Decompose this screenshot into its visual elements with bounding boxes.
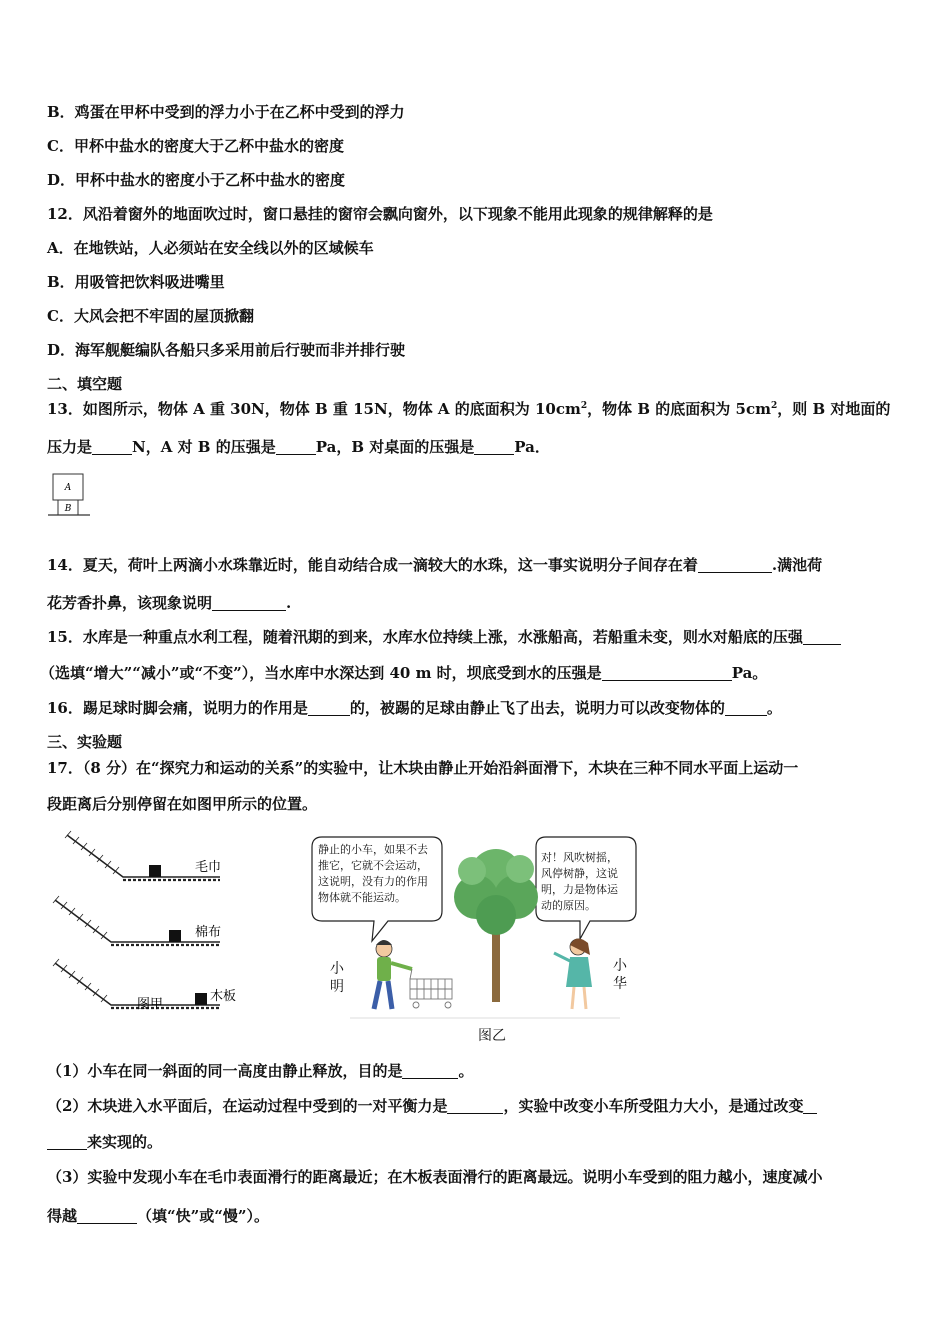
right-bubble-line: 风停树静，这说: [541, 867, 618, 880]
q14-text-2: .满池荷: [771, 556, 823, 574]
q14-text-1: 14．夏天，荷叶上两滴小水珠靠近时，能自动结合成一滴较大的水珠，这一事实说明分子间存在着: [47, 556, 698, 574]
left-bubble-line: 静止的小车，如果不去: [318, 843, 428, 856]
xiaohua-char: 小: [613, 958, 627, 974]
q13-blank-1[interactable]: [92, 440, 132, 455]
q17-sub2-text-2: ，实验中改变小车所受阻力大小，是通过改变: [503, 1097, 804, 1115]
left-bubble-text: [318, 842, 428, 906]
boy-xiaoming-icon: [374, 940, 412, 1009]
tree-icon: [454, 849, 538, 1002]
q14-text-4: .: [286, 594, 292, 612]
q11-option-d: D．甲杯中盐水的密度小于乙杯中盐水的密度: [47, 171, 346, 189]
girl-xiaohua-icon: [554, 938, 592, 1009]
surface-towel-label: 毛巾: [195, 860, 222, 875]
q17-sub3-cont: [47, 1206, 269, 1226]
right-bubble-text: [541, 850, 618, 914]
q16-blank-2[interactable]: [725, 701, 767, 716]
right-bubble-line: 动的原因。: [541, 899, 596, 912]
xiaoming-char: 小: [330, 961, 344, 977]
q13-line2: [47, 437, 550, 457]
q16-blank-1[interactable]: [308, 701, 350, 716]
xiaohua-char: 华: [613, 976, 627, 992]
q13-text-5: N，A 对 B 的压强是: [132, 438, 276, 456]
q12-option-a: A．在地铁站，人必须站在安全线以外的区域候车: [47, 239, 374, 257]
q17-line1: 17．（8 分）在“探究力和运动的关系”的实验中，让木块由静止开始沿斜面滑下，木块在三种不同水平面上运动一: [47, 759, 799, 777]
q13-blank-2[interactable]: [276, 440, 316, 455]
cart-icon: [410, 969, 452, 1008]
q15-text-1: 15．水库是一种重点水利工程，随着汛期的到来，水库水位持续上涨，水涨船高，若船重未变，则水对船底的压强: [47, 628, 803, 646]
q17-sub1-text: （1）小车在同一斜面的同一高度由静止释放，目的是: [47, 1062, 403, 1080]
q14-text-3: 花芳香扑鼻，该现象说明: [47, 594, 213, 612]
right-bubble-line: 明，力是物体运: [541, 883, 618, 896]
q15-blank-1[interactable]: [803, 630, 841, 645]
figure-jia-slopes: [45, 825, 255, 1020]
surface-wood-label: 木板: [210, 989, 237, 1004]
q17-blank-3b[interactable]: [47, 1135, 87, 1150]
xiaoming-label: [330, 960, 344, 996]
q12-option-d: D．海军舰艇编队各船只多采用前后行驶而非并排行驶: [47, 341, 406, 359]
q17-sub3: （3）实验中发现小车在毛巾表面滑行的距离最近；在木板表面滑行的距离最远。说明小车受到的阻力越小，速度减小: [47, 1168, 823, 1186]
left-bubble-line: 物体就不能运动。: [318, 891, 406, 904]
q13-text-2: ，物体 B 的底面积为 5cm: [587, 400, 771, 418]
q13-blocks-figure: [44, 470, 94, 522]
q11-option-b: B．鸡蛋在甲杯中受到的浮力小于在乙杯中受到的浮力: [47, 103, 405, 121]
q13-blank-3[interactable]: [474, 440, 514, 455]
q14-line1: [47, 555, 822, 575]
q13-text-7: Pa．: [514, 438, 550, 456]
q13-block-a-label: A: [64, 483, 72, 493]
q17-sub3-text-2: （填“快”或“慢”）。: [137, 1207, 270, 1225]
left-bubble-line: 这说明，没有力的作用: [318, 875, 428, 888]
q15-text-2: （选填“增大”“减小”或“不变”），当水库中水深达到 40 m 时，坝底受到水的压强是: [40, 664, 602, 682]
surface-cotton-label: 棉布: [195, 925, 222, 940]
q17-sub1-end: 。: [458, 1062, 474, 1080]
figure-jia-caption: 图甲: [137, 997, 164, 1012]
q13-text-1: 13．如图所示，物体 A 重 30N，物体 B 重 15N，物体 A 的底面积为 10cm: [47, 400, 581, 418]
q17-blank-4[interactable]: [77, 1209, 137, 1224]
q15-text-3: Pa。: [731, 664, 768, 682]
q13-text-6: Pa，B 对桌面的压强是: [315, 438, 475, 456]
q17-blank-1[interactable]: [402, 1064, 458, 1079]
q17-sub3-text: 得越: [47, 1207, 78, 1225]
q14-line2: [47, 593, 291, 613]
q14-blank-1[interactable]: [698, 558, 772, 573]
q12-option-b: B．用吸管把饮料吸进嘴里: [47, 273, 225, 291]
q13-text-4: 压力是: [47, 438, 93, 456]
q15-line2: [40, 663, 767, 683]
q17-sub2-cont: [47, 1132, 162, 1152]
q13-sup-1: 2: [580, 401, 588, 411]
left-bubble-line: 推它，它就不会运动，: [318, 859, 428, 872]
q16-text-2: 的，被踢的足球由静止飞了出去，说明力可以改变物体的: [349, 699, 725, 717]
q15-line1: [47, 627, 841, 647]
q17-sub1: [47, 1061, 473, 1081]
q15-blank-2[interactable]: [602, 666, 732, 681]
q12-option-c: C．大风会把不牢固的屋顶掀翻: [47, 307, 254, 325]
q13-block-b-label: B: [64, 504, 72, 514]
q11-option-c: C．甲杯中盐水的密度大于乙杯中盐水的密度: [47, 137, 344, 155]
section-fill-in: 二、填空题: [47, 375, 123, 393]
xiaoming-char: 明: [330, 979, 344, 995]
section-experiment: 三、实验题: [47, 733, 123, 751]
q16-line: [47, 698, 782, 718]
q13-sup-2: 2: [770, 401, 778, 411]
q17-line2: 段距离后分别停留在如图甲所示的位置。: [47, 795, 318, 813]
q17-blank-3a[interactable]: [803, 1099, 817, 1114]
xiaohua-label: [613, 957, 627, 993]
figure-yi-caption: 图乙: [478, 1028, 506, 1044]
q13-text-3: ，则 B 对地面的: [777, 400, 891, 418]
q16-text-3: 。: [766, 699, 782, 717]
q12-stem: 12．风沿着窗外的地面吹过时，窗口悬挂的窗帘会飘向窗外，以下现象不能用此现象的规律解释的是: [47, 205, 713, 223]
q17-blank-2[interactable]: [447, 1099, 503, 1114]
q13-line1: [47, 399, 890, 419]
q14-blank-2[interactable]: [212, 596, 286, 611]
q17-sub2-text-3: 来实现的。: [87, 1133, 163, 1151]
right-bubble-line: 对！风吹树摇，: [541, 851, 618, 864]
q17-sub2: [47, 1096, 817, 1116]
q16-text-1: 16．踢足球时脚会痛，说明力的作用是: [47, 699, 308, 717]
q17-sub2-text: （2）木块进入水平面后，在运动过程中受到的一对平衡力是: [47, 1097, 448, 1115]
